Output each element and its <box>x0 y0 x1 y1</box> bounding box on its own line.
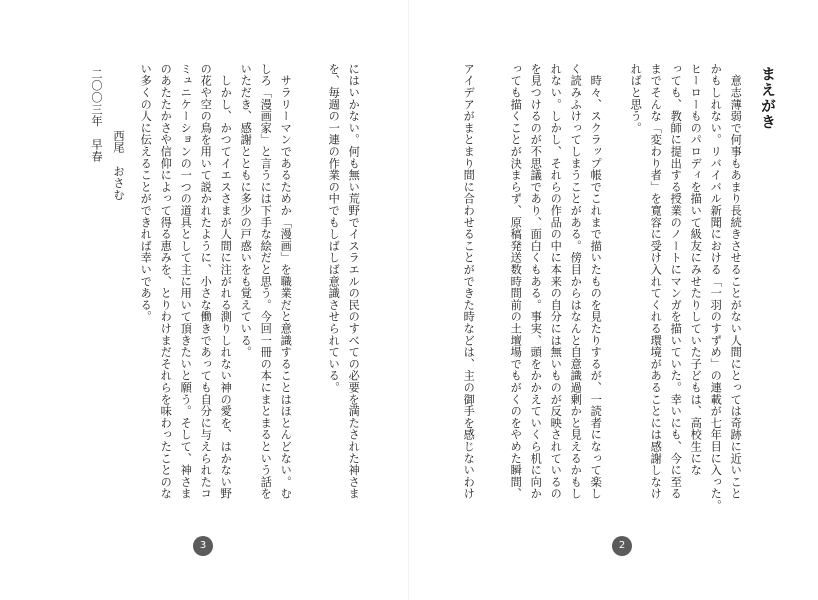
text-column: を見つけるのが不思議であり、面白くもある。事実、頭をかかえていくら机に向か <box>529 63 543 500</box>
text-column: ヒーローものパロディを描いて級友にみせたりしていた子どもは、高校生にな <box>689 63 703 476</box>
text-column: しかし、かつてイエスさまが人間に注がれる測りしれない神の愛を、はかない野 <box>219 63 233 500</box>
text-column: にはいかない。何も無い荒野でイスラエルの民のすべての必要を満たされた神さま <box>347 63 361 500</box>
text-column: かもしれない。リバイバル新聞における「一羽のすずめ」の連載が七年目に入った。 <box>709 63 723 512</box>
text-column: ればと思う。 <box>629 63 643 134</box>
text-column: サラリーマンであるためか「漫画」を職業だと意識することはほとんどない。む <box>279 63 293 500</box>
page-number-badge: 3 <box>193 536 213 556</box>
page-number-badge: 2 <box>612 536 632 556</box>
text-column: の花や空の鳥を用いて説かれたように、小さな働きであっても自分に与えられたコ <box>199 63 213 500</box>
author-signature: 西尾 おさむ <box>112 130 125 201</box>
text-column: れない。しかし、それらの作品の中に本来の自分には無いものが反映されているの <box>549 63 563 500</box>
page-heading: まえがき <box>759 66 777 130</box>
text-column: く読みふけってしまうことがある。傍目からはなんと自意識過剰かと見えるかもし <box>569 63 583 500</box>
text-column: しろ「漫画家」と言うには下手な絵だと思う。今回一冊の本にまとまるという話を <box>259 63 273 500</box>
date-line: 二〇〇三年 早春 <box>90 68 103 163</box>
text-column: っても、教師に提出する授業のノートにマンガを描いていた。幸いにも、今に至る <box>669 63 683 500</box>
text-column: までそんな「変わり者」を寛容に受け入れてくれる環境があることには感謝しなけ <box>649 63 663 500</box>
text-column: い多くの人に伝えることができれば幸いである。 <box>139 63 153 323</box>
text-column: のあたたかさや信仰によって得る恵みを、とりわけまだそれらを味わったことのな <box>159 63 173 500</box>
text-column: いただき、感謝とともに多少の戸惑いをも覚えている。 <box>239 63 253 358</box>
text-column: 時々、スクラップ帳でこれまで描いたものを見たりするが、一読者になって楽し <box>589 63 603 500</box>
text-column: を、毎週の一連の作業の中でもしばしば意識させられている。 <box>327 63 341 394</box>
text-column: っても描くことが決まらず、原稿発送数時間前の土壇場でもがくのをやめた瞬間、 <box>509 63 523 500</box>
text-column: ミュニケーションの一つの道具として主に用いて頂きたいと願う。そして、神さま <box>179 63 193 500</box>
text-column: 意志薄弱で何事もあまり長続きさせることがない人間にとっては奇跡に近いこと <box>729 63 743 500</box>
text-column: アイデアがまとまり間に合わせることができた時などは、主の御手を感じないわけ <box>462 63 476 500</box>
